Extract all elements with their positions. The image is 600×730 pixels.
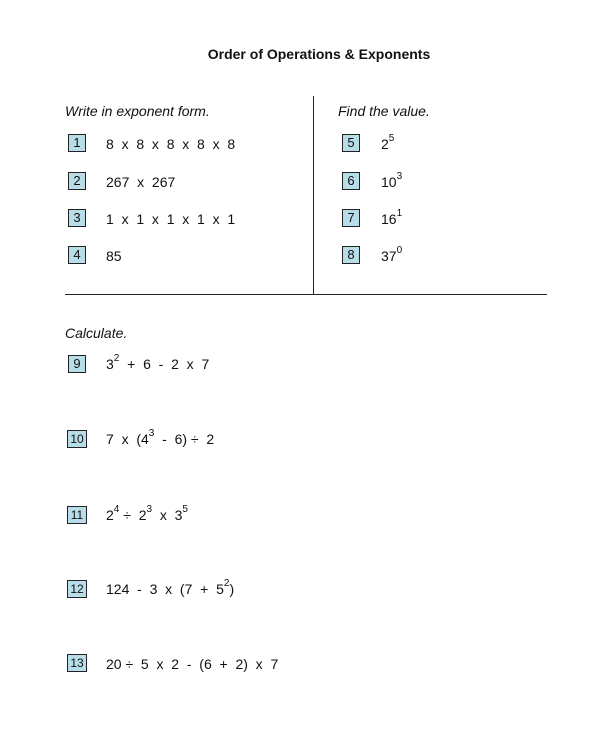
power-exponent: 5 <box>388 133 395 145</box>
question-text <box>106 355 209 373</box>
question-text <box>106 580 234 598</box>
question-text: 20 ÷ 5 x 2 - (6 + 2) x 7 <box>106 656 279 672</box>
question-number-box: 3 <box>68 209 86 227</box>
question-text: 267 x 267 <box>106 174 176 190</box>
expr-exponent: 5 <box>182 504 188 516</box>
question-text <box>381 210 402 228</box>
section-divider <box>65 294 547 295</box>
question-number-box: 2 <box>68 172 86 190</box>
power-exponent: 1 <box>396 208 403 220</box>
question-number-box: 12 <box>67 580 87 598</box>
question-number-box: 11 <box>67 506 87 524</box>
worksheet-title: Order of Operations & Exponents <box>207 46 431 62</box>
power-base: 2 <box>381 136 389 152</box>
expr-exponent: 3 <box>148 428 155 440</box>
question-text <box>381 135 394 153</box>
question-number-box: 7 <box>342 209 360 227</box>
question-text <box>106 430 214 448</box>
question-number-box: 1 <box>68 134 86 152</box>
question-text: 1 x 1 x 1 x 1 x 1 <box>106 211 236 227</box>
question-text <box>106 506 188 524</box>
question-number-box: 9 <box>68 355 86 373</box>
expr-part: + 6 - 2 x 7 <box>119 356 210 372</box>
section-c-heading: Calculate. <box>65 325 128 341</box>
section-a-heading: Write in exponent form. <box>65 103 210 119</box>
expr-exponent: 4 <box>113 504 120 516</box>
section-b-heading: Find the value. <box>338 103 430 119</box>
power-exponent: 3 <box>396 171 403 183</box>
question-text <box>381 247 402 265</box>
question-text: 8 x 8 x 8 x 8 x 8 <box>106 136 236 152</box>
expr-exponent: 3 <box>146 504 153 516</box>
question-number-box: 5 <box>342 134 360 152</box>
power-exponent: 0 <box>396 245 403 257</box>
expr-exponent: 2 <box>113 353 120 365</box>
question-number-box: 6 <box>342 172 360 190</box>
expr-part: - 6) ÷ 2 <box>154 431 215 447</box>
expr-part: 7 x (4 <box>106 431 149 447</box>
question-number-box: 10 <box>67 430 87 448</box>
expr-part: x 3 <box>152 507 183 523</box>
expr-part: ) <box>229 581 235 597</box>
power-base: 37 <box>381 248 397 264</box>
question-text: 85 <box>106 248 122 264</box>
expr-part: 3 <box>106 356 114 372</box>
column-divider <box>313 96 314 295</box>
question-text <box>381 173 402 191</box>
question-number-box: 8 <box>342 246 360 264</box>
expr-part: 124 - 3 x (7 + 5 <box>106 581 224 597</box>
power-base: 10 <box>381 174 397 190</box>
power-base: 16 <box>381 211 397 227</box>
question-number-box: 13 <box>67 654 87 672</box>
expr-exponent: 2 <box>223 578 230 590</box>
expr-part: 2 <box>106 507 114 523</box>
expr-part: ÷ 2 <box>119 507 147 523</box>
question-number-box: 4 <box>68 246 86 264</box>
